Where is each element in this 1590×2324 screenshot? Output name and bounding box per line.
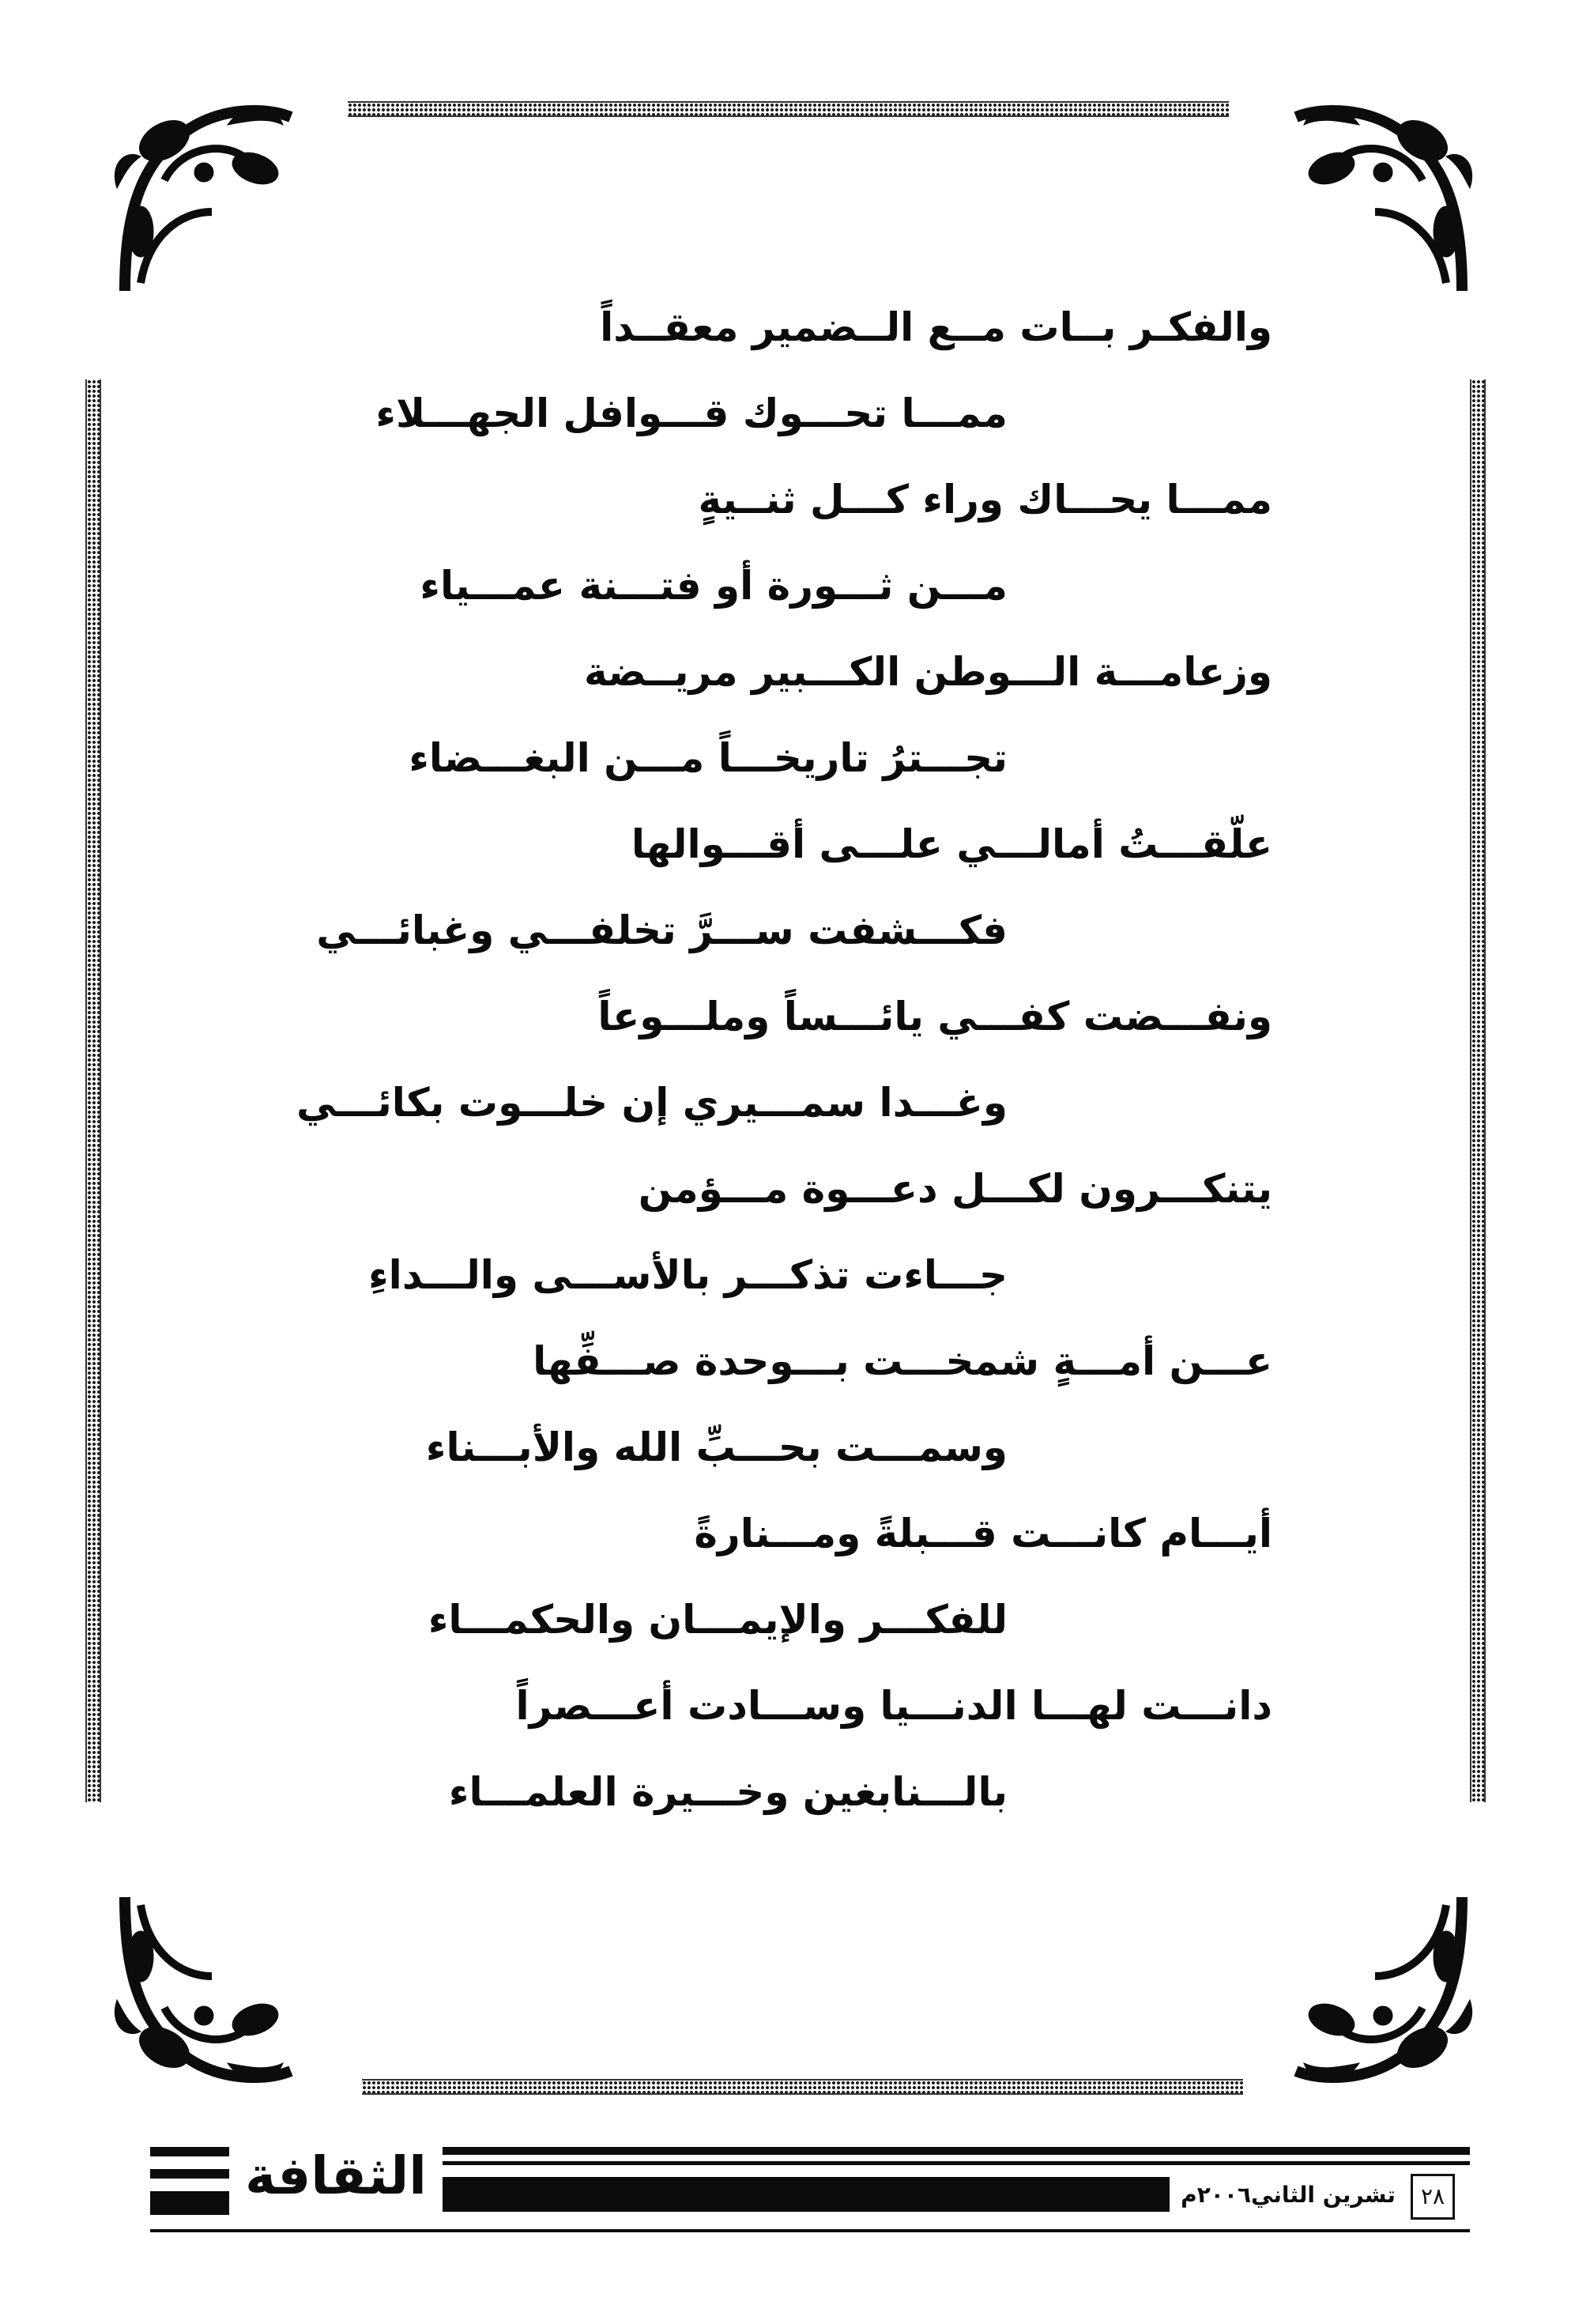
footer-rule [150, 2169, 229, 2179]
right-border-band [1470, 379, 1486, 1802]
poem-line: مـــن ثـــورة أو فتـــنة عمـــياء [420, 563, 1008, 609]
left-border-band [85, 379, 101, 1802]
floral-corner-icon [1288, 93, 1478, 299]
poem-line: أيـــام كانـــت قـــبلةً ومـــنارةً [694, 1511, 1272, 1556]
issue-date: تشرين الثاني٢٠٠٦م [1181, 2182, 1396, 2208]
footer-rule [150, 2191, 229, 2215]
poem-line: وسمـــت بحـــبِّ الله والأبـــناء [425, 1424, 1008, 1470]
poem-line: ممـــا يحـــاك وراء كـــل ثنــيةٍ [698, 477, 1272, 523]
poem-line: والفكـر بــات مــع الــضمير معقــداً [600, 304, 1272, 350]
footer-rule [443, 2177, 1170, 2212]
poem-line: جـــاءت تذكـــر بالأســـى والـــداءِ [368, 1252, 1008, 1298]
magazine-title: الثقافة [245, 2145, 427, 2206]
poem-line: بالـــنابغين وخـــيرة العلمـــاء [448, 1769, 1008, 1815]
bottom-border-band [362, 2079, 1243, 2095]
footer-rule [150, 2229, 1470, 2232]
poem-line: دانـــت لهـــا الدنـــيا وســـادت أعـــصراً [515, 1683, 1272, 1729]
poem-line: علّقـــتُ أمالـــي علـــى أقـــوالها [631, 821, 1272, 867]
footer-rule [443, 2161, 1470, 2165]
floral-corner-icon [109, 1889, 299, 2095]
floral-corner-icon [109, 93, 299, 299]
poem-line: وغـــدا سمـــيري إن خلـــوت بكائـــي [296, 1080, 1008, 1126]
poem-line: ممـــا تحـــوك قـــوافل الجهـــلاء [375, 390, 1008, 436]
poem-line: وزعامـــة الـــوطن الكـــبير مريــضة [584, 649, 1272, 695]
poem-body [296, 285, 1272, 1835]
top-border-band [348, 101, 1229, 117]
poem-line: فكـــشفت ســـرَّ تخلفـــي وغبائـــي [316, 907, 1008, 953]
poem-line: ونفـــضت كفـــي يائـــساً وملـــوعاً [597, 994, 1272, 1039]
poem-line: عـــن أمـــةٍ شمخـــت بـــوحدة صـــفِّها [533, 1338, 1272, 1384]
poem-line: للفكـــر والإيمـــان والحكمـــاء [428, 1597, 1008, 1643]
poem-line: تجـــترُ تاريخـــاً مـــن البغـــضاء [409, 735, 1008, 781]
poem-line: يتنكـــرون لكـــل دعـــوة مـــؤمن [638, 1166, 1272, 1212]
page-number: ٢٨ [1411, 2174, 1455, 2220]
footer-rule [150, 2147, 229, 2156]
floral-corner-icon [1288, 1889, 1478, 2095]
footer-rule [443, 2147, 1470, 2155]
